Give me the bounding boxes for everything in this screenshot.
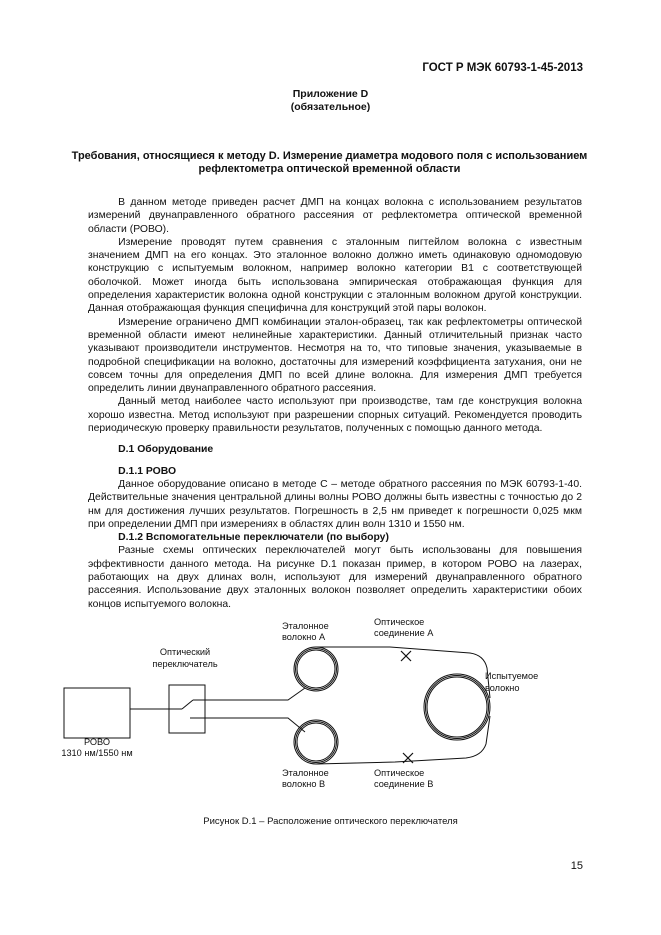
- ref-b-label-line1: Эталонное: [282, 768, 329, 778]
- document-body: [88, 196, 582, 611]
- standard-number: ГОСТ Р МЭК 60793-1-45-2013: [422, 62, 583, 74]
- ref-a-label-line1: Эталонное: [282, 621, 329, 631]
- conn-a-label-line2: соединение А: [374, 628, 434, 638]
- reference-coil-a: [294, 647, 338, 691]
- test-fiber-label-line1: Испытуемое: [485, 671, 539, 681]
- ref-a-label-line2: волокно А: [282, 632, 326, 642]
- paragraph-d11: Данное оборудование описано в методе С – методе обратного рассеяния по МЭК 60793-1-40. Действительные значения центральной длины волны РОВО должны быть известны с точностью до 2 нм для достижения лучших результатов. Погрешность в 2,5 нм приведет к погрешности 0,025 мкм при определении ДМП при измерениях в областях длин волн 1310 и 1550 нм.: [88, 478, 582, 530]
- otdr-wavelength-label: 1310 нм/1550 нм: [61, 748, 133, 758]
- switch-label-line2: переключатель: [152, 659, 218, 669]
- paragraph-limitation: Измерение ограничено ДМП комбинации эталон-образец, так как рефлектометры оптической временной области имеют нелинейные характеристики. Данный отличительный признак часто указывают производители инструментов. Несмотря на то, что типовые значения, указываемые в подробной спецификации на волокно, достаточны для измерений коэффициента затухания, они не совсем точны для определения ДМП по всей длине волокна. Для измерения ДМП требуется определить линии двунаправленного обратного рассеяния.: [88, 316, 582, 395]
- connection-a-marker: [401, 651, 411, 661]
- annex-title: Приложение D: [292, 88, 369, 100]
- figure-caption: Рисунок D.1 – Расположение оптического переключателя: [203, 816, 458, 827]
- annex-status: (обязательное): [290, 101, 371, 113]
- switch-to-ref-a-fiber: [205, 688, 305, 700]
- section-title: Требования, относящиеся к методу D. Измерение диаметра модового поля с использованием рефлектометра оптической временной области: [71, 150, 588, 175]
- page-number: 15: [570, 860, 583, 872]
- heading-d1: D.1 Оборудование: [118, 444, 214, 456]
- otdr-label: РОВО: [83, 737, 111, 747]
- reference-coil-b: [294, 720, 338, 764]
- switch-label-line1: Оптический: [159, 647, 211, 657]
- test-fiber-coil: [424, 674, 490, 740]
- ref-b-to-test-fiber: [316, 716, 490, 764]
- figure-d1-diagram: [40, 612, 560, 812]
- paragraph-intro: В данном методе приведен расчет ДМП на концах волокна с использованием результатов измерений двунаправленного обратного рассеяния от рефлектометра оптической временной области (РОВО).: [88, 197, 582, 235]
- heading-d11: D.1.1 РОВО: [118, 465, 177, 477]
- paragraph-usage: Данный метод наиболее часто используют при производстве, там где конструкция волокна хорошо известна. Метод используют при разрешении спорных ситуаций. Рекомендуется проводить периодическую проверку правильности результатов, полученных с помощью данного метода.: [88, 396, 582, 435]
- paragraph-d12: Разные схемы оптических переключателей могут быть использованы для повышения эффективности данного метода. На рисунке D.1 показан пример, в котором РОВО на лазерах, работающих на двух длинах волн, используют для измерений двунаправленного обратного рассеяния. Использование двух эталонных волокон позволяет определить характеристики обоих концов испытуемого волокна.: [88, 545, 582, 610]
- conn-b-label-line1: Оптическое: [374, 768, 425, 778]
- otdr-box: [64, 688, 130, 738]
- conn-b-label-line2: соединение В: [374, 779, 434, 789]
- annex-heading: [0, 88, 661, 114]
- heading-d12: D.1.2 Вспомогательные переключатели (по выбору): [118, 532, 389, 544]
- ref-b-label-line2: волокно В: [282, 779, 326, 789]
- paragraph-comparison: Измерение проводят путем сравнения с эталонным пигтейлом волокна с известным значением ДМП на его концах. Это эталонное волокно должно иметь одинаковую одномодовую конструкцию с испытуемым волокном, например волокно категории В1 с соответствующей оболочкой. Может иногда быть использована эмпирическая отображающая функция для определения характеристик волокна одной конструкции с эталонным волокном другой конструкции. Данная отображающая функция специфична для конструкций этой пары волокон.: [88, 236, 582, 315]
- switch-to-ref-b-fiber: [205, 718, 305, 732]
- ref-a-to-test-fiber: [316, 647, 490, 698]
- conn-a-label-line1: Оптическое: [374, 617, 425, 627]
- test-fiber-label-line2: волокно: [485, 683, 520, 693]
